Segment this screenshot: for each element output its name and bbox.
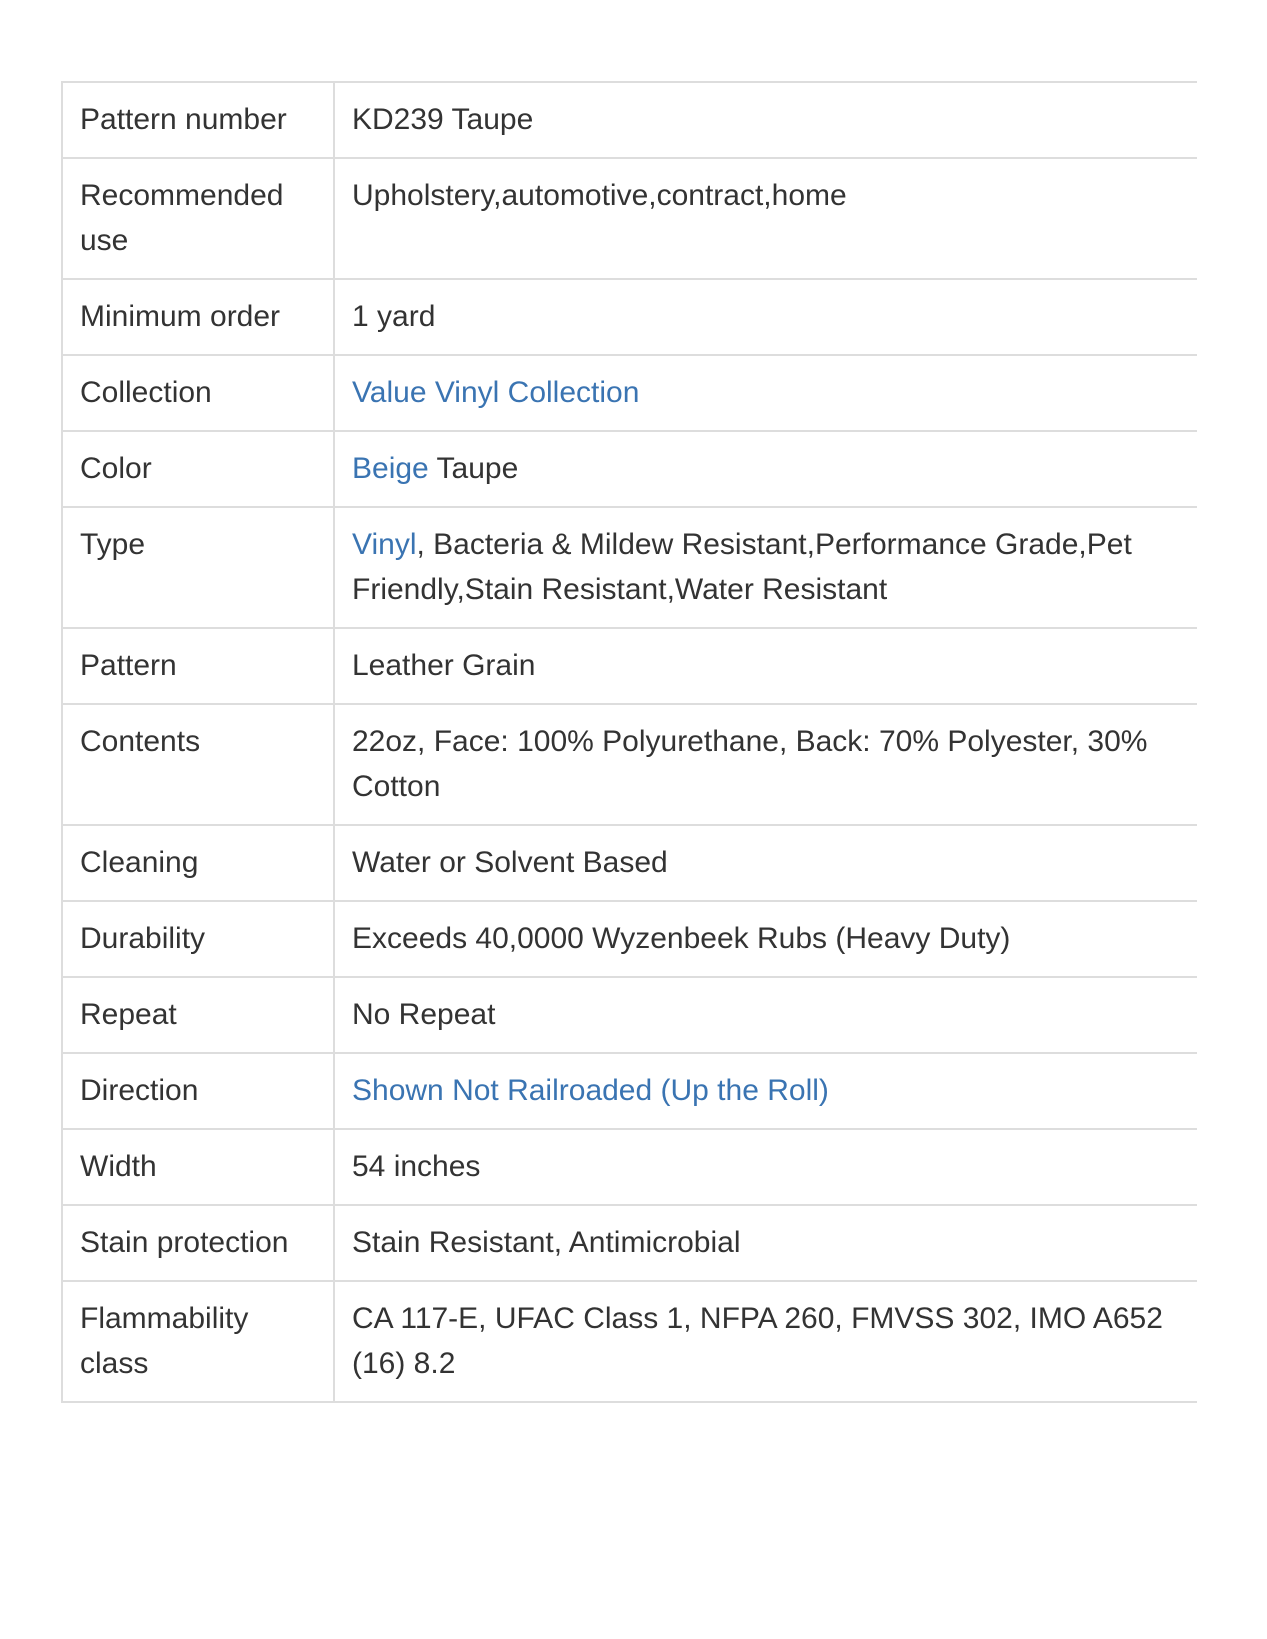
- spec-value: [334, 431, 1197, 507]
- spec-row-type: [62, 507, 1197, 628]
- spec-label: Pattern: [62, 628, 334, 704]
- direction-link[interactable]: Shown Not Railroaded (Up the Roll): [352, 1074, 829, 1107]
- spec-value: [334, 355, 1197, 431]
- spec-label: Direction: [62, 1053, 334, 1129]
- spec-value: CA 117-E, UFAC Class 1, NFPA 260, FMVSS 302, IMO A652 (16) 8.2: [334, 1281, 1197, 1402]
- spec-value: Water or Solvent Based: [334, 825, 1197, 901]
- spec-row-direction: [62, 1053, 1197, 1129]
- spec-label: Flammability class: [62, 1281, 334, 1402]
- spec-row-color: [62, 431, 1197, 507]
- spec-value: 1 yard: [334, 279, 1197, 355]
- spec-label: Recommended use: [62, 158, 334, 279]
- spec-label: Color: [62, 431, 334, 507]
- spec-value: Leather Grain: [334, 628, 1197, 704]
- spec-value: Stain Resistant, Antimicrobial: [334, 1205, 1197, 1281]
- spec-label: Collection: [62, 355, 334, 431]
- spec-value: 22oz, Face: 100% Polyurethane, Back: 70% Polyester, 30% Cotton: [334, 704, 1197, 825]
- spec-label: Durability: [62, 901, 334, 977]
- spec-label: Repeat: [62, 977, 334, 1053]
- spec-value: No Repeat: [334, 977, 1197, 1053]
- collection-link[interactable]: Value Vinyl Collection: [352, 376, 640, 409]
- spec-label: Cleaning: [62, 825, 334, 901]
- spec-value: KD239 Taupe: [334, 82, 1197, 158]
- spec-row-repeat: [62, 977, 1197, 1053]
- spec-row-stain-protection: [62, 1205, 1197, 1281]
- color-text: Taupe: [428, 452, 519, 485]
- spec-row-durability: [62, 901, 1197, 977]
- spec-row-collection: [62, 355, 1197, 431]
- spec-row-contents: [62, 704, 1197, 825]
- spec-value: 54 inches: [334, 1129, 1197, 1205]
- color-link[interactable]: Beige: [352, 452, 429, 485]
- spec-row-width: [62, 1129, 1197, 1205]
- spec-value: [334, 507, 1197, 628]
- spec-label: Width: [62, 1129, 334, 1205]
- type-link[interactable]: Vinyl: [352, 528, 417, 561]
- spec-row-pattern: [62, 628, 1197, 704]
- spec-value: [334, 1053, 1197, 1129]
- spec-label: Stain protection: [62, 1205, 334, 1281]
- spec-label: Type: [62, 507, 334, 628]
- spec-value: Upholstery,automotive,contract,home: [334, 158, 1197, 279]
- type-text: , Bacteria & Mildew Resistant,Performance Grade,Pet Friendly,Stain Resistant,Water Resistant: [352, 528, 1132, 606]
- spec-row-flammability-class: [62, 1281, 1197, 1402]
- spec-row-cleaning: [62, 825, 1197, 901]
- spec-label: Minimum order: [62, 279, 334, 355]
- spec-label: Contents: [62, 704, 334, 825]
- product-spec-table: [61, 81, 1197, 1403]
- spec-row-pattern-number: [62, 82, 1197, 158]
- spec-value: Exceeds 40,0000 Wyzenbeek Rubs (Heavy Duty): [334, 901, 1197, 977]
- spec-row-minimum-order: [62, 279, 1197, 355]
- spec-label: Pattern number: [62, 82, 334, 158]
- spec-row-recommended-use: [62, 158, 1197, 279]
